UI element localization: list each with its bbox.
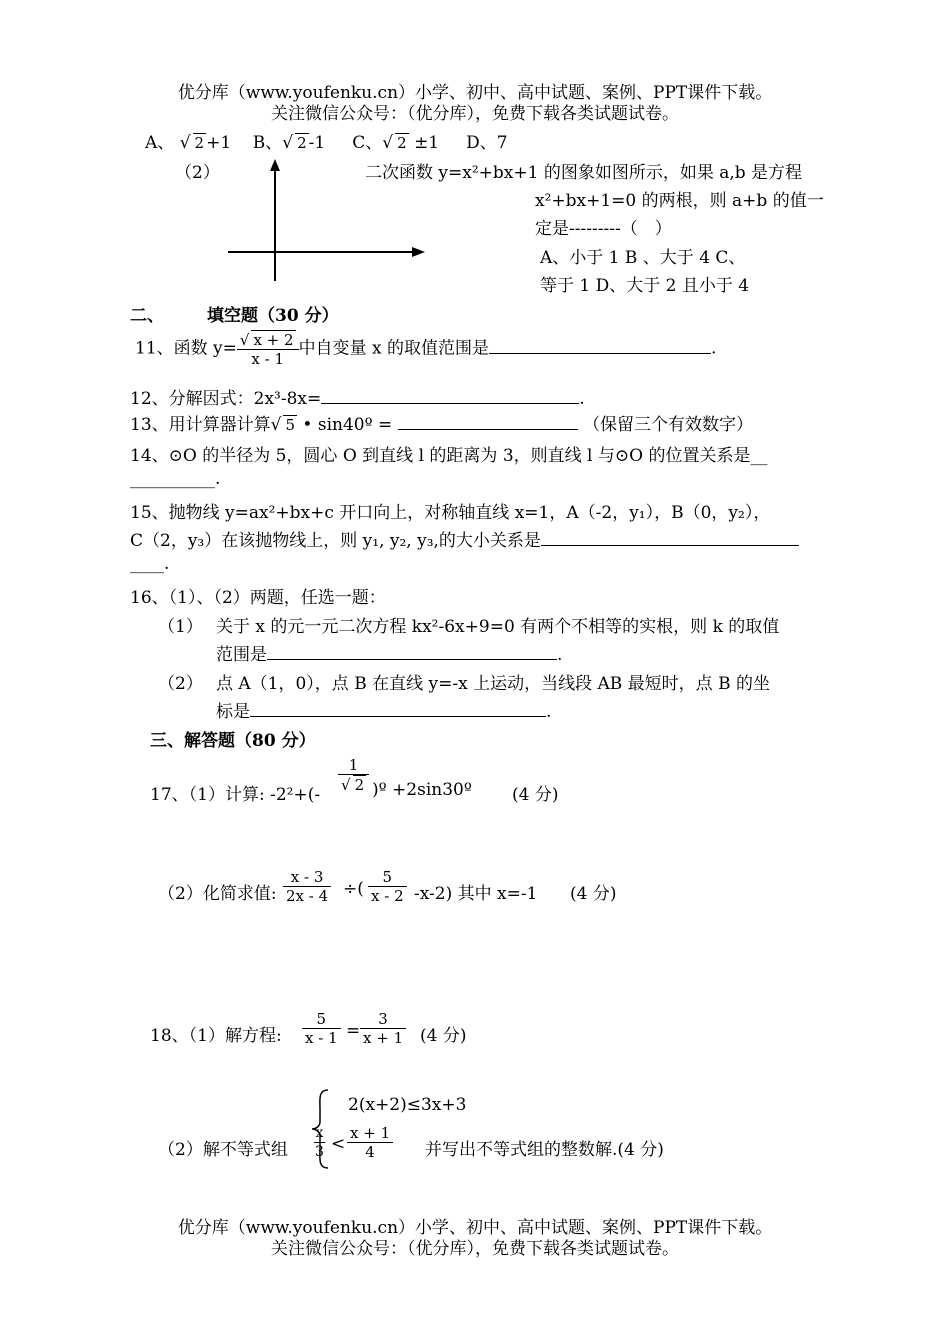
q15-line-3: ____.: [130, 554, 170, 574]
option-a-tail: +1: [206, 133, 232, 153]
q18-part-1-equals: =: [346, 1021, 361, 1041]
q18-part-1-numerator-2: 3: [360, 1010, 406, 1029]
q17-part-1-prefix: 17、（1）计算: -2²+(-: [150, 785, 321, 805]
option-c-radicand: 2: [397, 134, 407, 152]
q15-line-1: 15、抛物线 y=ax²+bx+c 开口向上，对称轴直线 x=1，A（-2，y₁），B（0，y₂），: [130, 503, 771, 523]
q17-part-1-score: (4 分): [512, 785, 559, 805]
q18-part-2-prefix: （2）解不等式组: [158, 1140, 288, 1160]
q18-part-2-less-than: <: [331, 1134, 346, 1154]
q16-part-1-answer-blank[interactable]: [267, 643, 557, 660]
q2-options-line-1: A、小于 1 B 、大于 4 C、: [540, 248, 746, 268]
header-line-2: 关注微信公众号：（优分库），免费下载各类试题试卷。: [271, 104, 679, 124]
q16-part-2-line-1: 点 A（1，0），点 B 在直线 y=-x 上运动，当线段 AB 最短时，点 B 的坐: [216, 674, 770, 694]
q11-fraction: $\frac{√ x + 2}{x - 1}$: [237, 330, 299, 368]
q17-part-2-divide: ÷(: [343, 879, 364, 899]
q11-text: 中自变量 x 的取值范围是: [298, 338, 489, 359]
q2-options-line-2: 等于 1 D、大于 2 且小于 4: [540, 276, 750, 296]
q18-part-1-score: (4 分): [420, 1026, 467, 1046]
q16-part-2-text: 标是: [216, 702, 250, 722]
q12: [130, 384, 585, 409]
q17-part-2-denominator-2: x - 2: [371, 887, 404, 905]
q2-line-2: x²+bx+1=0 的两根，则 a+b 的值一: [535, 191, 824, 211]
option-c-tail: ±1: [414, 133, 440, 153]
q15-answer-blank[interactable]: [541, 529, 799, 546]
q17-part-2-fraction-1: [283, 868, 331, 905]
q12-end: .: [579, 389, 585, 409]
q16-part-1-line-1: 关于 x 的元一元二次方程 kx²-6x+9=0 有两个不相等的实根，则 k 的取值: [216, 617, 780, 637]
q18-part-2-rhs-numerator: x + 1: [347, 1124, 393, 1143]
q18-part-1-denominator-1: x - 1: [305, 1029, 338, 1047]
option-c-label: C、: [352, 133, 383, 153]
q17-part-2-suffix: -x-2) 其中 x=-1: [414, 884, 538, 904]
q18-part-2-lhs-fraction: [314, 1124, 325, 1161]
q17-part-2-numerator-2: 5: [368, 868, 407, 887]
q13: 13、用计算器计算√ 5 • sin40º = （保留三个有效数字）: [130, 415, 754, 435]
option-a-label: A、: [145, 133, 175, 153]
q16-part-1-line-2: [216, 640, 562, 665]
q2-line-3: 定是---------（ ）: [535, 219, 672, 239]
q17-part-1-fraction: $\frac{1}{√ 2}$: [338, 756, 369, 794]
q16-part-1-end: .: [557, 645, 563, 665]
q11: [135, 330, 716, 368]
footer-line-1: 优分库（www.youfenku.cn）小学、初中、高中试题、案例、PPT课件下载。: [177, 1218, 773, 1238]
q18-part-2-lhs-denominator: 3: [315, 1144, 324, 1160]
q18-part-1-fraction-2: [360, 1010, 406, 1047]
q17-part-2-numerator-1: x - 3: [283, 868, 331, 887]
q18-part-1-fraction-1: [302, 1010, 341, 1047]
q11-answer-blank[interactable]: [489, 337, 711, 354]
q16-part-1-number: （1）: [158, 617, 203, 637]
section-3-title: 三、解答题（80 分）: [150, 731, 316, 751]
q17-part-2-score: (4 分): [570, 884, 617, 904]
option-b-label: B、: [252, 133, 283, 153]
q13-note: （保留三个有效数字）: [583, 415, 754, 435]
q18-part-2-inequality-1: 2(x+2)≤3x+3: [348, 1095, 467, 1115]
q17-part-1-suffix: )º +2sin30º: [372, 780, 472, 800]
q16-part-2-line-2: [216, 697, 551, 722]
q11-denominator: x - 1: [251, 350, 285, 368]
q17-part-1-radicand: 2: [354, 776, 365, 794]
q17-part-2-prefix: （2）化简求值:: [158, 884, 277, 904]
q17-part-2-denominator-1: 2x - 4: [286, 887, 329, 905]
q11-end: .: [710, 338, 717, 359]
q13-radicand: 5: [285, 416, 296, 434]
q11-prefix: 11、函数 y=: [135, 338, 237, 359]
q17-part-2-fraction-2: [368, 868, 407, 905]
q16-part-2-answer-blank[interactable]: [250, 700, 546, 717]
section-2-number: 二、: [130, 306, 164, 326]
q2-number: （2）: [175, 163, 220, 183]
q12-answer-blank[interactable]: [321, 387, 579, 404]
q16-intro: 16、（1）、（2）两题，任选一题：: [130, 588, 386, 608]
q2-line-1: 二次函数 y=x²+bx+1 的图象如图所示，如果 a,b 是方程: [365, 163, 803, 183]
q15-line-2: [130, 526, 799, 551]
option-a-radicand: 2: [194, 134, 205, 152]
x-axis-arrow-icon: [412, 247, 425, 257]
q1-options: A、 √ 2 +1 B、√ 2 -1 C、√ 2 ±1 D、7: [145, 133, 508, 153]
q18-part-2-lhs-numerator: x: [315, 1125, 324, 1141]
option-d: D、7: [466, 133, 508, 153]
q13-answer-blank[interactable]: [398, 413, 578, 430]
y-axis-arrow-icon: [270, 159, 280, 171]
q18-part-2-rhs-fraction: [347, 1124, 393, 1161]
q16-part-2-number: （2）: [158, 674, 203, 694]
section-2-title: 填空题（30 分）: [207, 306, 339, 326]
q13-mid: • sin40º =: [297, 415, 398, 435]
option-b-tail: -1: [308, 133, 326, 153]
q18-part-2-rhs-denominator: 4: [365, 1143, 375, 1161]
q13-prefix: 13、用计算器计算: [130, 415, 271, 435]
q18-part-1-denominator-2: x + 1: [363, 1029, 404, 1047]
q18-part-1-prefix: 18、（1）解方程:: [150, 1026, 282, 1046]
q18-part-1-numerator-1: 5: [302, 1010, 341, 1029]
q12-text: 12、分解因式：2x³-8x=: [130, 389, 322, 409]
q15-text: C（2，y₃）在该抛物线上，则 y₁, y₂, y₃,的大小关系是: [130, 531, 541, 551]
header-line-1: 优分库（www.youfenku.cn）小学、初中、高中试题、案例、PPT课件下载。: [177, 83, 773, 103]
q16-part-1-text: 范围是: [216, 645, 267, 665]
q18-part-2-suffix: 并写出不等式组的整数解.(4 分): [425, 1140, 664, 1160]
footer-line-2: 关注微信公众号：（优分库），免费下载各类试题试卷。: [271, 1239, 679, 1259]
option-b-radicand: 2: [297, 134, 307, 152]
q17-part-1-numerator: 1: [338, 756, 369, 775]
q16-part-2-end: .: [546, 702, 552, 722]
q14-line-1: 14、⊙O 的半径为 5，圆心 O 到直线 l 的距离为 3，则直线 l 与⊙O 的位置关系是__: [130, 446, 768, 466]
q14-line-2: __________.: [130, 469, 221, 489]
q11-numerator: x + 2: [253, 331, 294, 349]
